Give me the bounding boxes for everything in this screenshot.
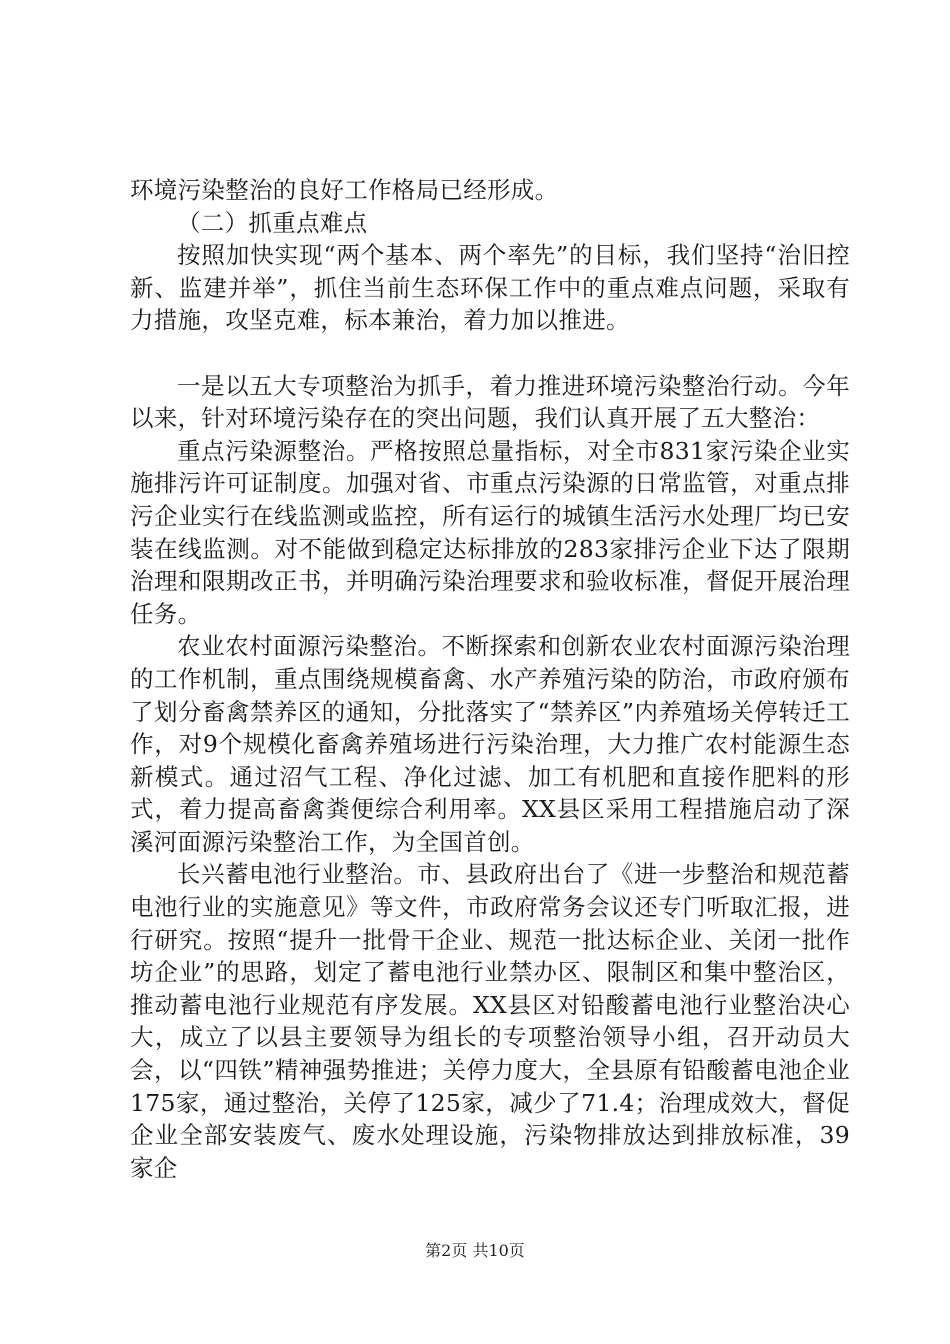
paragraph-key-pollution-sources: 重点污染源整治。严格按照总量指标，对全市831家污染企业实施排污许可证制度。加强对省、市重点污染源的日常监管，对重点排污企业实行在线监测或监控，所有运行的城镇生活污水处理厂均已安装在线监测。对不能做到稳定达标排放的283家排污企业下达了限期治理和限期改正书，并明确污染治理要求和验收标准，督促开展治理任务。 <box>130 436 850 628</box>
blank-line <box>130 337 850 370</box>
paragraph-intro: 按照加快实现“两个基本、两个率先”的目标，我们坚持“治旧控新、监建并举”，抓住当前生态环保工作中的重点难点问题，采取有力措施，攻坚克难，标本兼治，着力加以推进。 <box>130 241 850 335</box>
paragraph-continuation: 环境污染整治的良好工作格局已经形成。 <box>130 176 559 204</box>
paragraph-five-rectifications: 一是以五大专项整治为抓手，着力推进环境污染整治行动。今年以来，针对环境污染存在的突出问题，我们认真开展了五大整治： <box>130 371 850 433</box>
page-number: 第2页 共10页 <box>425 1241 525 1260</box>
paragraph-agricultural-pollution: 农业农村面源污染整治。不断探索和创新农业农村面源污染治理的工作机制，重点围绕规模畜禽、水产养殖污染的防治，市政府颁布了划分畜禽禁养区的通知，分批落实了“禁养区”内养殖场关停转迁工作，对9个规模化畜禽养殖场进行污染治理，大力推广农村能源生态新模式。通过沼气工程、净化过滤、加工有机肥和直接作肥料的形式，着力提高畜禽粪便综合利用率。XX县区采用工程措施启动了深溪河面源污染整治工作，为全国首创。 <box>130 632 850 856</box>
page-footer <box>0 1241 950 1261</box>
section-heading: （二）抓重点难点 <box>177 208 368 237</box>
paragraph-battery-industry: 长兴蓄电池行业整治。市、县政府出台了《进一步整治和规范蓄电池行业的实施意见》等文件，市政府常务会议还专门听取汇报，进行研究。按照“提升一批骨干企业、规范一批达标企业、关闭一批作坊企业”的思路，划定了蓄电池行业禁办区、限制区和集中整治区，推动蓄电池行业规范有序发展。XX县区对铅酸蓄电池行业整治决心大，成立了以县主要领导为组长的专项整治领导小组，召开动员大会，以“四铁”精神强势推进；关停力度大，全县原有铅酸蓄电池企业175家，通过整治，关停了125家，减少了71.4；治理成效大，督促企业全部安装废气、废水处理设施，污染物排放达到排放标准，39家企 <box>130 860 850 1182</box>
document-body <box>130 174 850 1184</box>
